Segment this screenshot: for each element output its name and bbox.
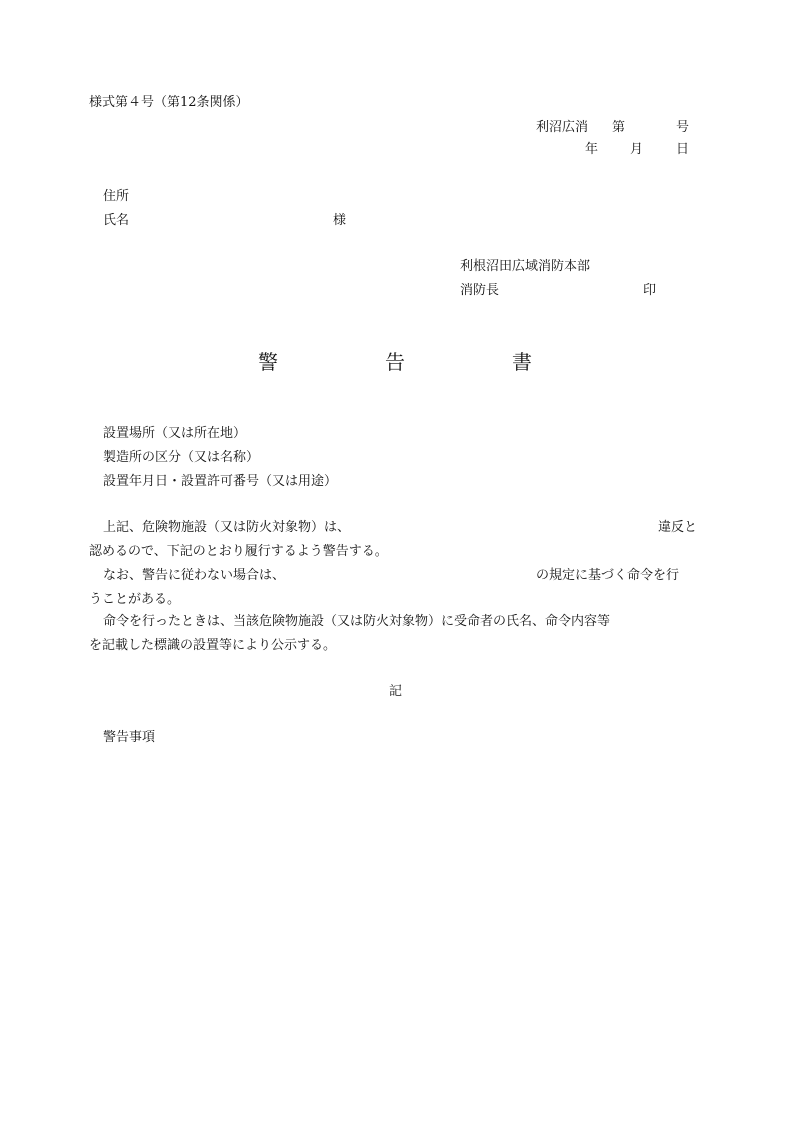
body-p1-line2: 認めるので、下記のとおり履行するよう警告する。 xyxy=(89,544,388,559)
body-p2-start: なお、警告に従わない場合は、 xyxy=(103,568,286,583)
title-char-3: 書 xyxy=(512,350,532,374)
detail-category: 製造所の区分（又は名称） xyxy=(103,450,260,465)
warning-items-label: 警告事項 xyxy=(103,730,156,745)
address-label: 住所 xyxy=(103,189,130,204)
body-p2-end: の規定に基づく命令を行 xyxy=(536,568,680,583)
body-p1-start: 上記、危険物施設（又は防火対象物）は、 xyxy=(103,520,351,535)
name-label: 氏名 xyxy=(103,213,130,228)
honorific: 様 xyxy=(333,213,347,228)
date-day: 日 xyxy=(676,142,690,157)
date-month: 月 xyxy=(630,142,644,157)
body-p1-end: 違反と xyxy=(658,520,698,535)
issuer-title: 消防長 xyxy=(460,283,500,298)
body-p3-line2: を記載した標識の設置等により公示する。 xyxy=(89,638,337,653)
issuer-org: 利根沼田広域消防本部 xyxy=(460,259,591,274)
title-char-1: 警 xyxy=(258,350,278,374)
ki-heading: 記 xyxy=(389,684,403,699)
body-p3-line1: 命令を行ったときは、当該危険物施設（又は防火対象物）に受命者の氏名、命令内容等 xyxy=(103,614,611,629)
detail-date-permit: 設置年月日・設置許可番号（又は用途） xyxy=(103,474,338,489)
ref-go: 号 xyxy=(676,120,690,135)
date-year: 年 xyxy=(585,142,599,157)
seal-mark: 印 xyxy=(643,283,657,298)
form-id: 様式第４号（第12条関係） xyxy=(89,95,249,110)
detail-location: 設置場所（又は所在地） xyxy=(103,426,247,441)
ref-prefix: 利沼広消 xyxy=(536,120,589,135)
title-char-2: 告 xyxy=(385,350,405,374)
ref-dai: 第 xyxy=(612,120,626,135)
body-p2-line2: うことがある。 xyxy=(89,592,181,607)
